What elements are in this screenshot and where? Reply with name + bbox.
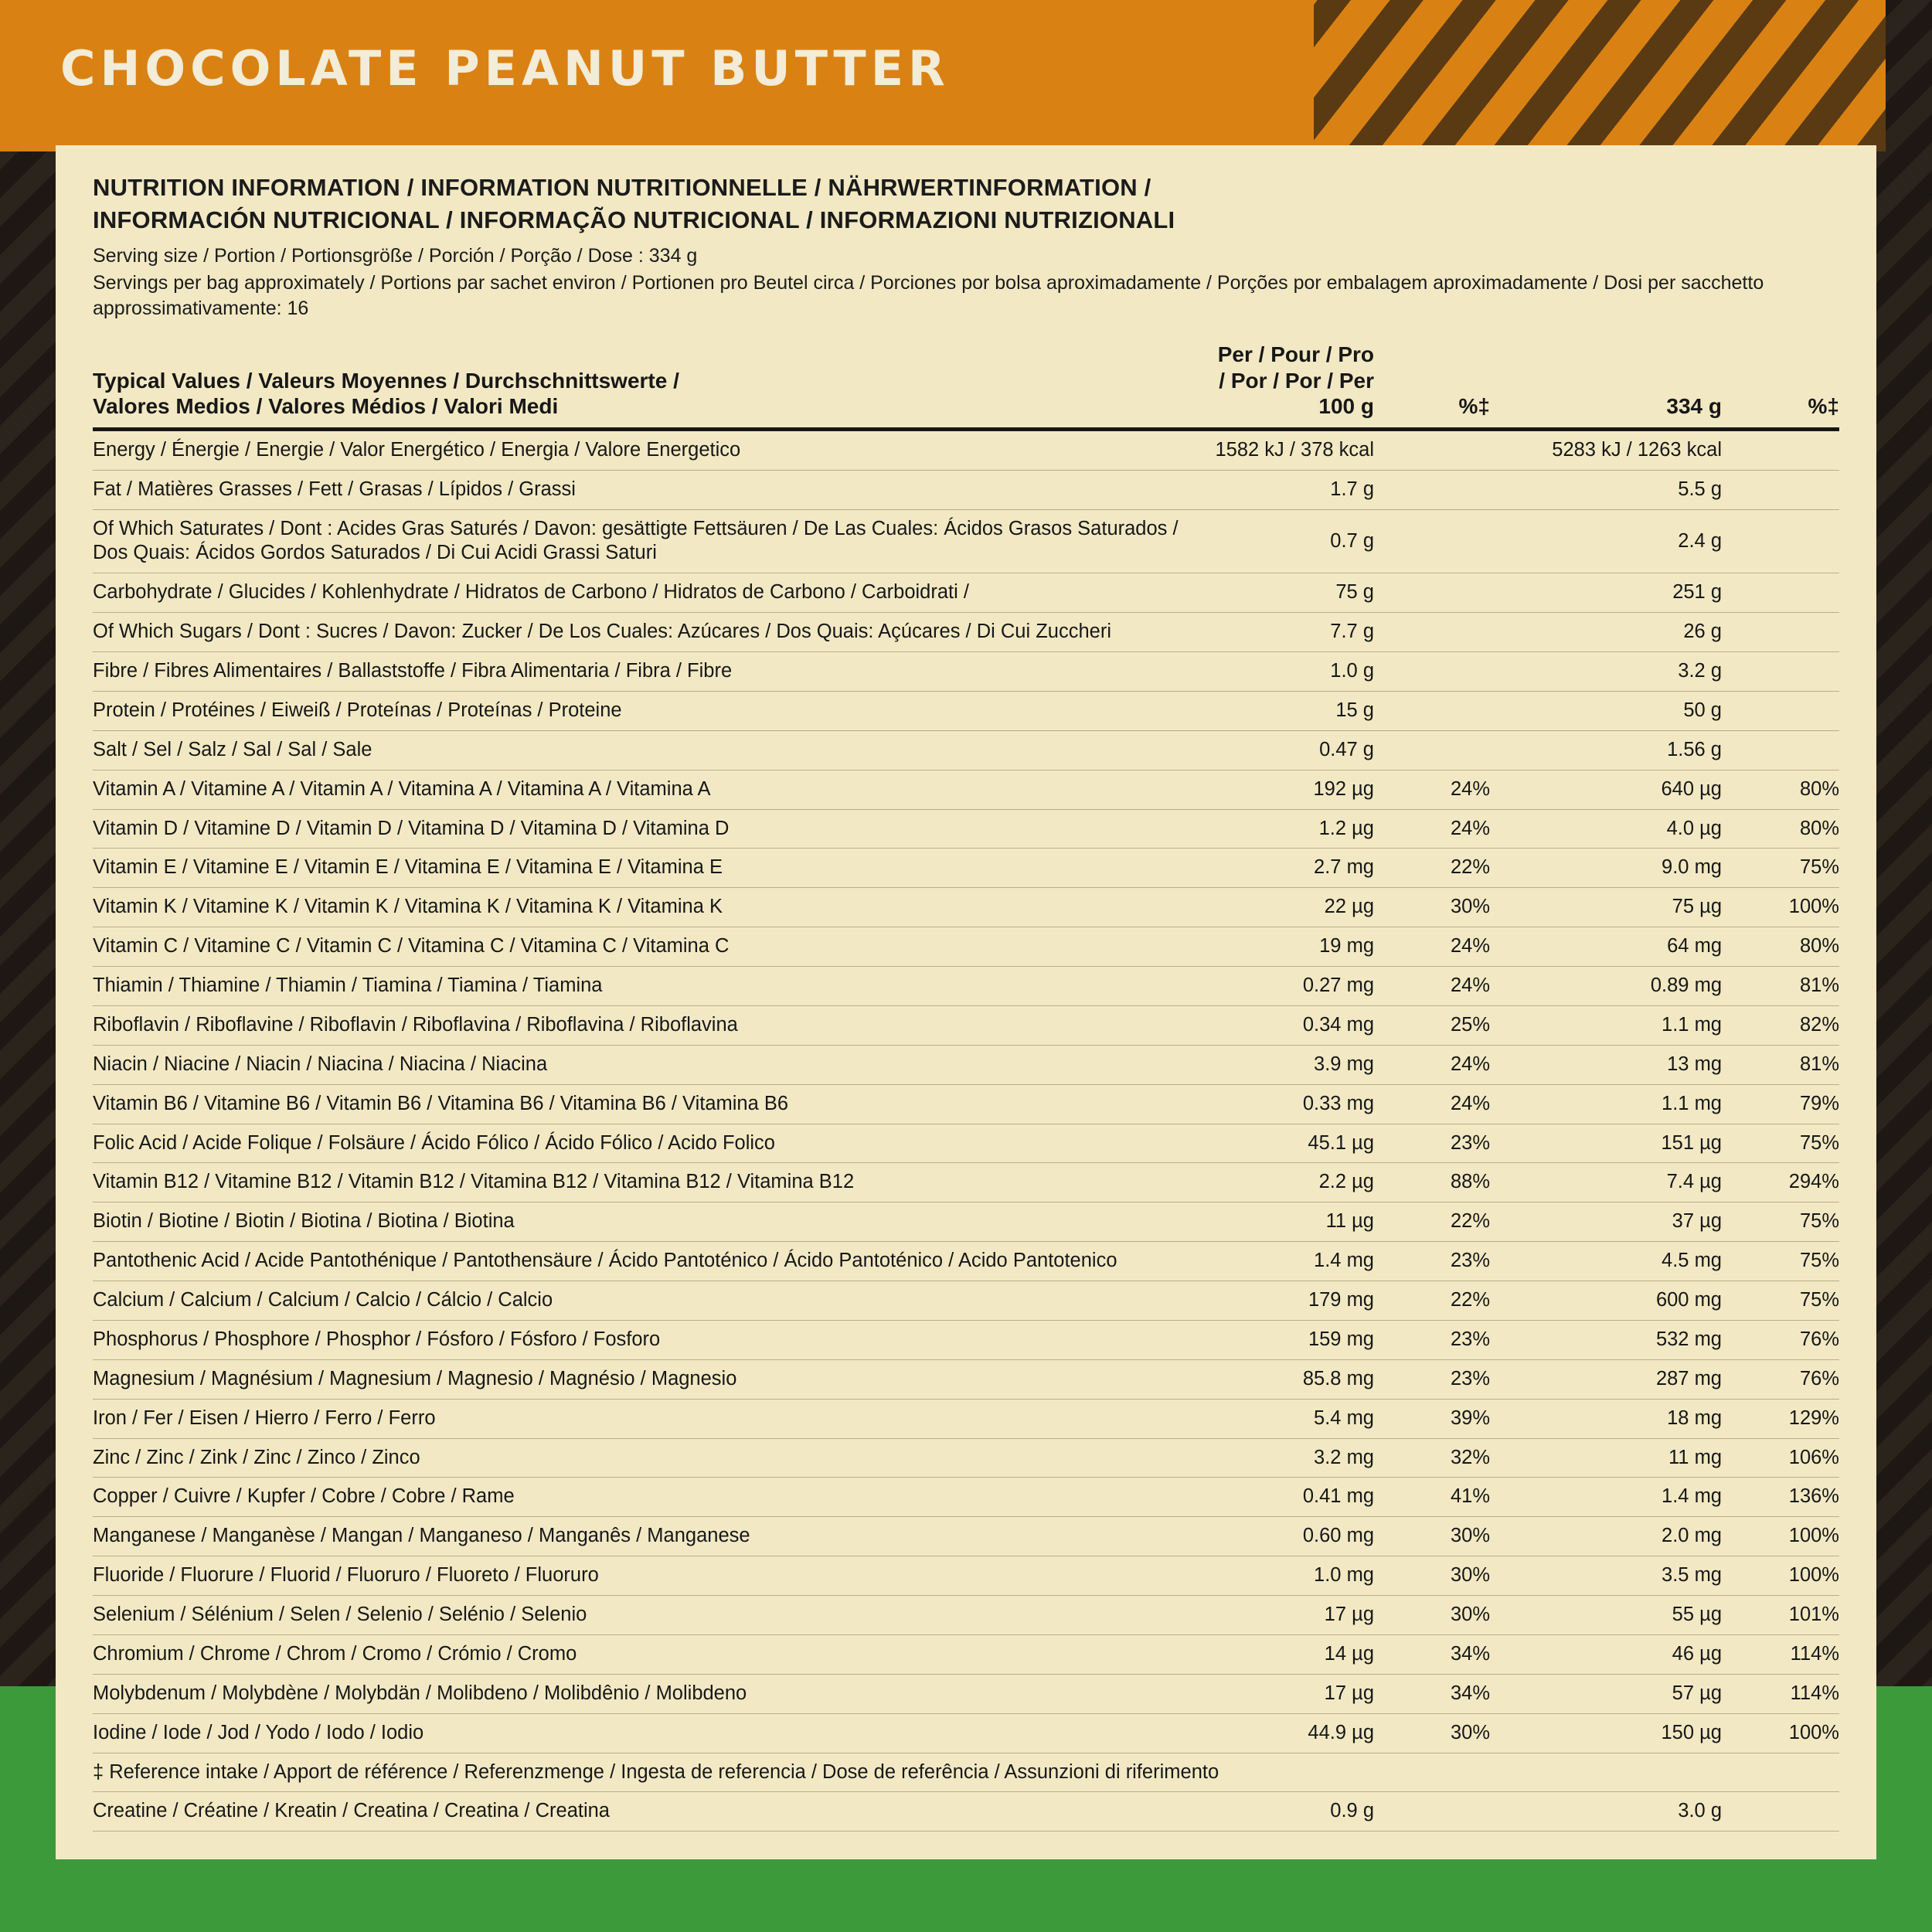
header-typical-values-line-2: Valores Medios / Valores Médios / Valori Medi — [93, 394, 559, 419]
table-row — [93, 730, 1839, 770]
pct-per-100g: 22% — [1374, 1202, 1490, 1242]
header-stripe-pattern — [1314, 0, 1886, 151]
nutrient-name: Vitamin C / Vitamine C / Vitamin C / Vitamina C / Vitamina C / Vitamina C — [93, 927, 1212, 967]
value-per-100g: 0.34 mg — [1212, 1005, 1374, 1045]
nutrient-name: Pantothenic Acid / Acide Pantothénique / Pantothensäure / Ácido Pantoténico / Ácido Pantoténico / Acido Pantotenico — [93, 1242, 1212, 1281]
header-per-100g-line-2: 100 g — [1318, 394, 1374, 419]
table-row — [93, 1202, 1839, 1242]
value-per-100g: 15 g — [1212, 691, 1374, 730]
value-per-334g: 18 mg — [1490, 1399, 1722, 1438]
table-row — [93, 470, 1839, 509]
pct-per-334g: 82% — [1722, 1005, 1839, 1045]
pct-per-334g: 100% — [1722, 1556, 1839, 1596]
nutrient-name: Zinc / Zinc / Zink / Zinc / Zinco / Zinco — [93, 1438, 1212, 1478]
value-per-334g: 50 g — [1490, 691, 1722, 730]
table-row — [93, 1084, 1839, 1124]
value-per-334g: 150 µg — [1490, 1713, 1722, 1753]
table-header-row — [93, 338, 1839, 429]
table-row — [93, 888, 1839, 927]
pct-per-334g: 136% — [1722, 1478, 1839, 1517]
pct-per-100g: 24% — [1374, 1084, 1490, 1124]
nutrient-name: Of Which Sugars / Dont : Sucres / Davon: Zucker / De Los Cuales: Azúcares / Dos Quais: Açúcares / Di Cui Zuccheri — [93, 613, 1212, 652]
header-per-100g-line-1: Per / Pour / Pro / Por / Por / Per — [1217, 342, 1374, 393]
reference-intake-footnote-row — [93, 1753, 1839, 1792]
value-per-100g: 0.41 mg — [1212, 1478, 1374, 1517]
nutrient-name: Fat / Matières Grasses / Fett / Grasas / Lípidos / Grassi — [93, 470, 1212, 509]
nutrient-name: Manganese / Manganèse / Mangan / Manganeso / Manganês / Manganese — [93, 1517, 1212, 1556]
value-per-334g: 4.0 µg — [1490, 809, 1722, 849]
pct-per-334g: 114% — [1722, 1634, 1839, 1674]
table-row — [93, 613, 1839, 652]
value-per-334g: 7.4 µg — [1490, 1163, 1722, 1202]
pct-per-334g — [1722, 1792, 1839, 1832]
nutrition-heading — [93, 172, 1839, 236]
reference-intake-footnote: ‡ Reference intake / Apport de référence / Referenzmenge / Ingesta de referencia / Dose de referência / Assunzioni di riferimento — [93, 1753, 1839, 1792]
nutrient-name: Protein / Protéines / Eiweiß / Proteínas / Proteínas / Proteine — [93, 691, 1212, 730]
value-per-100g: 0.27 mg — [1212, 967, 1374, 1006]
value-per-334g: 64 mg — [1490, 927, 1722, 967]
value-per-100g: 0.47 g — [1212, 730, 1374, 770]
header-per-100g — [1212, 338, 1374, 429]
nutrient-name: Copper / Cuivre / Kupfer / Cobre / Cobre / Rame — [93, 1478, 1212, 1517]
value-per-100g: 2.2 µg — [1212, 1163, 1374, 1202]
pct-per-334g: 100% — [1722, 888, 1839, 927]
nutrition-heading-line-1: NUTRITION INFORMATION / INFORMATION NUTRITIONNELLE / NÄHRWERTINFORMATION / — [93, 174, 1151, 201]
table-row — [93, 1399, 1839, 1438]
value-per-100g: 5.4 mg — [1212, 1399, 1374, 1438]
value-per-334g: 640 µg — [1490, 770, 1722, 809]
value-per-100g: 192 µg — [1212, 770, 1374, 809]
value-per-334g: 2.4 g — [1490, 509, 1722, 573]
serving-size-text: Serving size / Portion / Portionsgröße / Porción / Porção / Dose : 334 g — [93, 245, 698, 267]
value-per-100g: 7.7 g — [1212, 613, 1374, 652]
table-row — [93, 770, 1839, 809]
nutrient-name: Calcium / Calcium / Calcium / Calcio / Cálcio / Calcio — [93, 1281, 1212, 1321]
table-row — [93, 809, 1839, 849]
pct-per-334g: 114% — [1722, 1674, 1839, 1713]
pct-per-334g: 75% — [1722, 1124, 1839, 1163]
value-per-100g: 1.0 mg — [1212, 1556, 1374, 1596]
pct-per-100g: 30% — [1374, 1517, 1490, 1556]
pct-per-100g: 88% — [1374, 1163, 1490, 1202]
value-per-100g: 1.2 µg — [1212, 809, 1374, 849]
pct-per-334g — [1722, 573, 1839, 613]
nutrient-name: Vitamin B12 / Vitamine B12 / Vitamin B12 / Vitamina B12 / Vitamina B12 / Vitamina B12 — [93, 1163, 1212, 1202]
pct-per-100g: 22% — [1374, 1281, 1490, 1321]
pct-per-334g: 80% — [1722, 927, 1839, 967]
value-per-334g: 55 µg — [1490, 1596, 1722, 1635]
pct-per-334g — [1722, 691, 1839, 730]
pct-per-100g — [1374, 470, 1490, 509]
pct-per-334g — [1722, 652, 1839, 692]
nutrient-name: Riboflavin / Riboflavine / Riboflavin / Riboflavina / Riboflavina / Riboflavina — [93, 1005, 1212, 1045]
value-per-100g: 75 g — [1212, 573, 1374, 613]
table-row — [93, 1005, 1839, 1045]
nutrient-name: Vitamin B6 / Vitamine B6 / Vitamin B6 / Vitamina B6 / Vitamina B6 / Vitamina B6 — [93, 1084, 1212, 1124]
table-row — [93, 1556, 1839, 1596]
table-row — [93, 1517, 1839, 1556]
nutrient-name: Of Which Saturates / Dont : Acides Gras Saturés / Davon: gesättigte Fettsäuren / De Las Cuales: Ácidos Grasos Saturados / Dos Quais: Ácidos Gordos Saturados / Di Cui Acidi Grassi Saturi — [93, 509, 1212, 573]
pct-per-334g: 75% — [1722, 1202, 1839, 1242]
value-per-334g: 26 g — [1490, 613, 1722, 652]
pct-per-100g — [1374, 691, 1490, 730]
table-row — [93, 1713, 1839, 1753]
pct-per-100g: 23% — [1374, 1242, 1490, 1281]
nutrient-name: Salt / Sel / Salz / Sal / Sal / Sale — [93, 730, 1212, 770]
value-per-334g: 1.56 g — [1490, 730, 1722, 770]
nutrition-heading-line-2: INFORMACIÓN NUTRICIONAL / INFORMAÇÃO NUTRICIONAL / INFORMAZIONI NUTRIZIONALI — [93, 206, 1175, 233]
pct-per-100g: 30% — [1374, 1713, 1490, 1753]
value-per-100g: 1.0 g — [1212, 652, 1374, 692]
value-per-334g: 1.1 mg — [1490, 1005, 1722, 1045]
value-per-334g: 3.0 g — [1490, 1792, 1722, 1832]
nutrient-name: Creatine / Créatine / Kreatin / Creatina / Creatina / Creatina — [93, 1792, 1212, 1832]
pct-per-334g — [1722, 613, 1839, 652]
pct-per-334g: 81% — [1722, 1045, 1839, 1084]
value-per-100g: 0.7 g — [1212, 509, 1374, 573]
value-per-100g: 1582 kJ / 378 kcal — [1212, 429, 1374, 470]
nutrient-name: Fluoride / Fluorure / Fluorid / Fluoruro / Fluoreto / Fluoruro — [93, 1556, 1212, 1596]
pct-per-334g: 76% — [1722, 1320, 1839, 1359]
pct-per-100g — [1374, 573, 1490, 613]
table-row — [93, 1045, 1839, 1084]
pct-per-334g: 80% — [1722, 809, 1839, 849]
value-per-334g: 0.89 mg — [1490, 967, 1722, 1006]
product-title: CHOCOLATE PEANUT BUTTER — [60, 40, 950, 97]
value-per-100g: 22 µg — [1212, 888, 1374, 927]
value-per-334g: 600 mg — [1490, 1281, 1722, 1321]
table-row — [93, 429, 1839, 470]
value-per-100g: 19 mg — [1212, 927, 1374, 967]
table-row — [93, 1596, 1839, 1635]
nutrient-name: Vitamin E / Vitamine E / Vitamin E / Vitamina E / Vitamina E / Vitamina E — [93, 849, 1212, 888]
nutrient-name: Carbohydrate / Glucides / Kohlenhydrate / Hidratos de Carbono / Hidratos de Carbono / Carboidrati / — [93, 573, 1212, 613]
value-per-334g: 5283 kJ / 1263 kcal — [1490, 429, 1722, 470]
header-band — [0, 0, 1886, 151]
nutrition-panel — [56, 145, 1876, 1859]
pct-per-334g: 100% — [1722, 1713, 1839, 1753]
pct-per-334g: 106% — [1722, 1438, 1839, 1478]
pct-per-100g: 30% — [1374, 1556, 1490, 1596]
header-typical-values-line-1: Typical Values / Valeurs Moyennes / Durchschnittswerte / — [93, 368, 679, 393]
pct-per-334g — [1722, 470, 1839, 509]
table-row — [93, 849, 1839, 888]
value-per-334g: 287 mg — [1490, 1359, 1722, 1399]
table-row — [93, 652, 1839, 692]
pct-per-334g — [1722, 730, 1839, 770]
table-row — [93, 1281, 1839, 1321]
pct-per-100g: 41% — [1374, 1478, 1490, 1517]
pct-per-100g: 23% — [1374, 1359, 1490, 1399]
nutrient-name: Vitamin D / Vitamine D / Vitamin D / Vitamina D / Vitamina D / Vitamina D — [93, 809, 1212, 849]
value-per-334g: 1.4 mg — [1490, 1478, 1722, 1517]
nutrient-name: Vitamin K / Vitamine K / Vitamin K / Vitamina K / Vitamina K / Vitamina K — [93, 888, 1212, 927]
header-per-334g: 334 g — [1490, 338, 1722, 429]
nutrient-name: Energy / Énergie / Energie / Valor Energético / Energia / Valore Energetico — [93, 429, 1212, 470]
header-pct-334g: %‡ — [1722, 338, 1839, 429]
value-per-100g: 1.7 g — [1212, 470, 1374, 509]
value-per-334g: 11 mg — [1490, 1438, 1722, 1478]
pct-per-100g: 23% — [1374, 1320, 1490, 1359]
table-row — [93, 691, 1839, 730]
value-per-334g: 1.1 mg — [1490, 1084, 1722, 1124]
value-per-100g: 0.60 mg — [1212, 1517, 1374, 1556]
pct-per-100g: 34% — [1374, 1674, 1490, 1713]
pct-per-100g: 23% — [1374, 1124, 1490, 1163]
pct-per-100g: 25% — [1374, 1005, 1490, 1045]
pct-per-334g: 100% — [1722, 1517, 1839, 1556]
value-per-100g: 1.4 mg — [1212, 1242, 1374, 1281]
pct-per-100g: 34% — [1374, 1634, 1490, 1674]
value-per-334g: 4.5 mg — [1490, 1242, 1722, 1281]
value-per-334g: 13 mg — [1490, 1045, 1722, 1084]
table-row — [93, 1359, 1839, 1399]
value-per-334g: 75 µg — [1490, 888, 1722, 927]
value-per-334g: 9.0 mg — [1490, 849, 1722, 888]
pct-per-100g — [1374, 652, 1490, 692]
value-per-334g: 3.5 mg — [1490, 1556, 1722, 1596]
pct-per-100g — [1374, 1792, 1490, 1832]
pct-per-100g — [1374, 429, 1490, 470]
header-typical-values — [93, 338, 1212, 429]
pct-per-100g: 24% — [1374, 809, 1490, 849]
value-per-100g: 14 µg — [1212, 1634, 1374, 1674]
table-row — [93, 1478, 1839, 1517]
pct-per-334g: 75% — [1722, 1242, 1839, 1281]
table-row — [93, 1438, 1839, 1478]
pct-per-100g — [1374, 730, 1490, 770]
pct-per-100g: 24% — [1374, 1045, 1490, 1084]
value-per-334g: 151 µg — [1490, 1124, 1722, 1163]
pct-per-334g: 101% — [1722, 1596, 1839, 1635]
table-row — [93, 1124, 1839, 1163]
table-row — [93, 1163, 1839, 1202]
table-row — [93, 1320, 1839, 1359]
value-per-100g: 159 mg — [1212, 1320, 1374, 1359]
table-row — [93, 509, 1839, 573]
pct-per-100g — [1374, 509, 1490, 573]
pct-per-334g: 75% — [1722, 849, 1839, 888]
pct-per-100g: 24% — [1374, 927, 1490, 967]
nutrient-name: Iron / Fer / Eisen / Hierro / Ferro / Ferro — [93, 1399, 1212, 1438]
value-per-100g: 17 µg — [1212, 1596, 1374, 1635]
value-per-334g: 2.0 mg — [1490, 1517, 1722, 1556]
nutrient-name: Biotin / Biotine / Biotin / Biotina / Biotina / Biotina — [93, 1202, 1212, 1242]
table-row — [93, 927, 1839, 967]
nutrient-name: Niacin / Niacine / Niacin / Niacina / Niacina / Niacina — [93, 1045, 1212, 1084]
value-per-100g: 45.1 µg — [1212, 1124, 1374, 1163]
value-per-334g: 46 µg — [1490, 1634, 1722, 1674]
pct-per-334g: 79% — [1722, 1084, 1839, 1124]
header-pct-100g: %‡ — [1374, 338, 1490, 429]
value-per-100g: 85.8 mg — [1212, 1359, 1374, 1399]
value-per-100g: 44.9 µg — [1212, 1713, 1374, 1753]
value-per-334g: 37 µg — [1490, 1202, 1722, 1242]
nutrition-table — [93, 338, 1839, 1832]
value-per-334g: 5.5 g — [1490, 470, 1722, 509]
pct-per-334g — [1722, 429, 1839, 470]
pct-per-100g: 32% — [1374, 1438, 1490, 1478]
value-per-100g: 3.2 mg — [1212, 1438, 1374, 1478]
pct-per-100g: 39% — [1374, 1399, 1490, 1438]
pct-per-334g: 76% — [1722, 1359, 1839, 1399]
table-row — [93, 1242, 1839, 1281]
table-row — [93, 967, 1839, 1006]
pct-per-100g: 24% — [1374, 967, 1490, 1006]
nutrient-name: Selenium / Sélénium / Selen / Selenio / Selénio / Selenio — [93, 1596, 1212, 1635]
value-per-100g: 0.9 g — [1212, 1792, 1374, 1832]
value-per-100g: 3.9 mg — [1212, 1045, 1374, 1084]
pct-per-100g: 30% — [1374, 888, 1490, 927]
pct-per-334g — [1722, 509, 1839, 573]
value-per-334g: 532 mg — [1490, 1320, 1722, 1359]
value-per-100g: 17 µg — [1212, 1674, 1374, 1713]
value-per-334g: 251 g — [1490, 573, 1722, 613]
pct-per-334g: 294% — [1722, 1163, 1839, 1202]
value-per-100g: 2.7 mg — [1212, 849, 1374, 888]
nutrient-name: Molybdenum / Molybdène / Molybdän / Molibdeno / Molibdênio / Molibdeno — [93, 1674, 1212, 1713]
value-per-100g: 0.33 mg — [1212, 1084, 1374, 1124]
value-per-334g: 3.2 g — [1490, 652, 1722, 692]
pct-per-100g — [1374, 613, 1490, 652]
nutrient-name: Folic Acid / Acide Folique / Folsäure / Ácido Fólico / Ácido Fólico / Acido Folico — [93, 1124, 1212, 1163]
pct-per-334g: 75% — [1722, 1281, 1839, 1321]
servings-per-bag-text: Servings per bag approximately / Portions par sachet environ / Portionen pro Beutel circa / Porciones por bolsa aproximadamente / Porções por embalagem aproximadamente / Dosi per sacchetto approssimativamente: 16 — [93, 272, 1764, 320]
nutrient-name: Fibre / Fibres Alimentaires / Ballaststoffe / Fibra Alimentaria / Fibra / Fibre — [93, 652, 1212, 692]
table-row — [93, 573, 1839, 613]
table-row — [93, 1792, 1839, 1832]
value-per-100g: 11 µg — [1212, 1202, 1374, 1242]
value-per-100g: 179 mg — [1212, 1281, 1374, 1321]
nutrient-name: Iodine / Iode / Jod / Yodo / Iodo / Iodio — [93, 1713, 1212, 1753]
nutrient-name: Chromium / Chrome / Chrom / Cromo / Crómio / Cromo — [93, 1634, 1212, 1674]
table-row — [93, 1674, 1839, 1713]
pct-per-334g: 80% — [1722, 770, 1839, 809]
value-per-334g: 57 µg — [1490, 1674, 1722, 1713]
pct-per-100g: 22% — [1374, 849, 1490, 888]
nutrient-name: Vitamin A / Vitamine A / Vitamin A / Vitamina A / Vitamina A / Vitamina A — [93, 770, 1212, 809]
pct-per-334g: 81% — [1722, 967, 1839, 1006]
nutrient-name: Phosphorus / Phosphore / Phosphor / Fósforo / Fósforo / Fosforo — [93, 1320, 1212, 1359]
nutrient-name: Thiamin / Thiamine / Thiamin / Tiamina / Tiamina / Tiamina — [93, 967, 1212, 1006]
table-row — [93, 1634, 1839, 1674]
pct-per-100g: 30% — [1374, 1596, 1490, 1635]
pct-per-334g: 129% — [1722, 1399, 1839, 1438]
nutrient-name: Magnesium / Magnésium / Magnesium / Magnesio / Magnésio / Magnesio — [93, 1359, 1212, 1399]
pct-per-100g: 24% — [1374, 770, 1490, 809]
